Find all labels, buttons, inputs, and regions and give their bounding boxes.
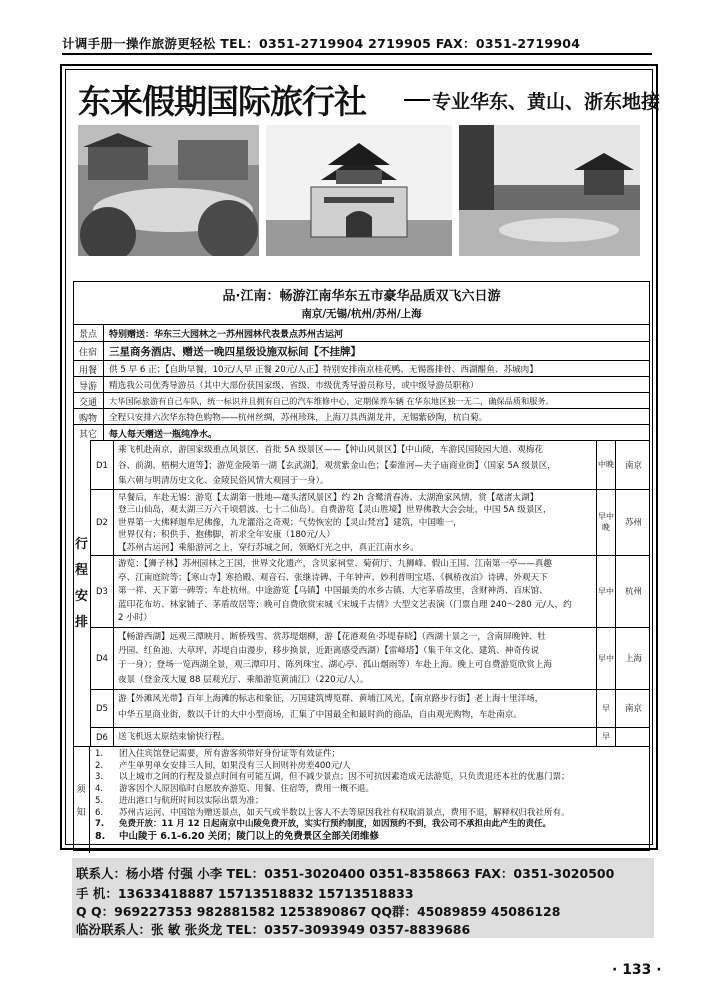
day-meals: 中晚 [596, 440, 616, 489]
note-item [95, 761, 646, 773]
day-line: 【苏州古运河】乘船游河之上，穿行苏城之间，领略灯光之中，真正江南水乡。 [118, 542, 419, 553]
day-line: 2 小时） [118, 613, 152, 623]
note-text: 苏州古运河、中国馆为赠送景点，如天气或半数以上客人不去等原因我社有权取消景点，费用不退，解释权归我社所有。 [119, 807, 570, 818]
day-line: 送飞机返太原结束愉快行程。 [118, 732, 230, 742]
notes-label [73, 747, 90, 853]
info-text: 特别赠送：华东三大园林之一苏州园林代表景点苏州古运河 [109, 330, 344, 340]
day-hotel: 苏州 [624, 518, 642, 528]
day-line: 第一祥、天下第一碑等；车赴杭州。中途游览【乌镇】中国最美的水乡古镇、大宅茅盾故里，含财神湾、百床馆、 [118, 586, 548, 596]
day-description [118, 558, 611, 626]
info-row [73, 408, 650, 425]
note-number: 4. [95, 784, 104, 795]
page-number: · 133 · [612, 962, 662, 978]
tour-route: 南京/无锡/杭州/苏州/上海 [301, 308, 422, 320]
day-row [91, 555, 650, 628]
day-line: 世界第一大佛释迦牟尼佛像，九龙灌浴之奇观；气势恢宏的【灵山梵宫】建筑，中国唯一， [118, 517, 462, 528]
note-text: 团入住宾馆登记需要，所有游客须带好身份证等有效证件； [119, 749, 341, 759]
day-number: D3 [91, 556, 114, 628]
note-number: 3. [95, 772, 104, 783]
info-row [73, 392, 650, 409]
note-text: 游客因个人原因临时自愿放弃游览、用餐、住宿等，费用一概不退。 [119, 784, 375, 795]
day-number: D5 [91, 690, 114, 728]
info-row [73, 360, 650, 377]
contact-line: 手 机：13633418887 15713518832 15713518833 [76, 886, 414, 901]
note-item [95, 796, 646, 808]
day-description [118, 443, 611, 490]
itinerary-label: 程 [74, 563, 88, 578]
note-item [95, 784, 646, 796]
note-number: 2. [95, 760, 104, 771]
agency-subtitle: 专业华东、黄山、浙东地接 [432, 91, 661, 113]
info-label: 导游 [73, 377, 104, 393]
day-number: D6 [91, 728, 114, 747]
note-item [95, 808, 646, 820]
info-text: 每人每天赠送一瓶纯净水。 [109, 429, 218, 440]
day-row [91, 627, 650, 690]
notes-label-char: 须 [76, 785, 86, 795]
info-row [73, 324, 650, 342]
day-hotel: 南京 [624, 460, 642, 471]
note-number: 8. [95, 830, 106, 842]
day-meals: 早 [596, 689, 616, 727]
day-line: 于一身）；登场一览西湖全景，观三潭印月、陈列珠宝、湖心亭、孤山烟雨等）车赴上海。晚上可自费游览欣赏上海 [118, 660, 552, 671]
info-label: 其它 [73, 425, 104, 441]
info-text: 精选我公司优秀导游员（其中大部份获国家级、省级、市级优秀导游员称号，或中级导游员职称） [109, 381, 479, 391]
itinerary-label: 安 [74, 589, 88, 604]
header-rule [62, 53, 652, 55]
day-line: 亭、江南庭院等；【寒山寺】寒拾殿、观音石、张继诗碑、千年钟声、妙利普明宝塔、《枫桥夜泊》诗碑、外观天下 [118, 572, 548, 583]
info-label: 景点 [73, 325, 104, 342]
contact-line: Q Q：969227353 982881582 1253890867 QQ群：45089859 45086128 [76, 904, 561, 919]
info-label: 购物 [73, 409, 104, 425]
info-text: 大华国际旅游有自己车队，统一标识并且拥有自己的汽车维修中心，定期保养车辆 在华东地区独一无二，确保品质和服务。 [109, 395, 554, 406]
contact-line: 临汾联系人：张 敏 张炎龙 TEL：0357-3093949 0357-8839686 [76, 922, 471, 937]
day-description [118, 692, 611, 723]
note-text: 以上城市之间的行程及景点时间有可能互调，但不减少景点；因不可抗因素造成无法游览，只负责退还本社的优惠门票； [119, 772, 570, 783]
day-hotel: 杭州 [624, 587, 642, 597]
info-text: 全程只安排六次华东特色购物——杭州丝绸，苏州珍珠，上海刀具西湖龙井，无锡紫砂陶，杭白菊。 [109, 413, 488, 423]
info-row [73, 341, 650, 361]
day-meals: 早中 [596, 627, 616, 689]
note-item [95, 831, 646, 843]
day-line: 登三山仙岛，观太湖三万六千顷碧波、七十二仙岛）。自费游览【灵山胜境】世界佛教大会会址，中国 5A 级景区， [118, 505, 552, 516]
day-number: D1 [91, 441, 114, 490]
day-line: 【畅游西湖】远观三潭映月、断桥残雪、赏苏堤烟柳，游【花港观鱼·苏堤春晓】（西湖十景之一，含南屏晚钟、牡 [118, 632, 547, 642]
info-text: 三星商务酒店、赠送一晚四星级设施双标间【不挂牌】 [109, 346, 361, 358]
itinerary-label: 行 [74, 537, 88, 552]
note-text: 中山陵于 6.1-6.20 关闭；陵门以上的免费景区全部关闭维修 [119, 830, 379, 842]
day-row [91, 489, 650, 556]
day-line: 游览：【狮子林】苏州园林之王国，世界文化遗产，含贝家祠堂、菊荷厅、九狮峰、假山王国、江南第一亭——真趣 [118, 559, 552, 569]
info-row [73, 424, 650, 441]
itinerary-label: 排 [74, 615, 88, 630]
note-text: 产生单男单女安排三人间，如果没有三人间则补房差400元/人 [119, 760, 351, 771]
notes-section [73, 746, 650, 853]
day-line: 中华五星商业街，数以千计的大中小型商场，汇集了中国最全和最时尚的商品，自由观光购物，车赴南京。 [118, 709, 522, 720]
day-number: D2 [91, 490, 114, 556]
day-line: 谷、前湖、梧桐大道等】；游览金陵第一湖【玄武湖】，观赏紫金山色；【秦淮河—夫子庙商业街】（国家 5A 级景区， [118, 460, 556, 471]
day-line: 丹园、红鱼池、大草坪，苏堤自由漫步，移步换景，近距离感受西湖）【雷峰塔】（集千年文化、建筑、神奇传说 [118, 646, 540, 657]
tour-title: 品·江南：畅游江南华东五市豪华品质双飞六日游 [222, 289, 501, 304]
contact-line: 联系人：杨小塔 付强 小李 TEL：0351-3020400 0351-8358663 FAX：0351-3020500 [76, 866, 615, 881]
agency-name: 东来假期国际旅行社 [78, 82, 366, 121]
note-number: 6. [95, 807, 104, 818]
day-meals: 早 [596, 727, 616, 746]
header-contact-line: 计调手册一操作旅游更轻松 TEL：0351-2719904 2719905 FAX：0351-2719904 [62, 36, 581, 51]
day-line: 蓝印花布坊、林家铺子、茅盾故居等；晚可自费欣赏宋城《宋城千古情》大型文艺表演（门票自理 240～280 元/人，约 [118, 599, 572, 610]
day-line: 世界仅有；积供手、抱佛脚，祈求全年安康（180元/人） [118, 530, 335, 541]
day-line: 乘飞机赴南京，游国家级重点风景区、首批 5A 级景区——【钟山风景区】【中山陵，车游民国陵园大道、观梅花 [118, 445, 544, 455]
day-number: D4 [91, 628, 114, 690]
day-line: 集六朝与明清历史文化、金陵民俗风情大观园于一身）。 [118, 476, 329, 486]
day-hotel: 南京 [624, 704, 642, 714]
day-description [118, 492, 611, 554]
note-number: 7. [95, 819, 105, 830]
note-text: 免费开放：11 月 12 日起南京中山陵免费开放，实实行预约制度，如因预约不到，我公司不承担由此产生的责任。 [119, 819, 552, 830]
photo-gate-tower [266, 125, 452, 256]
day-line: 游【外滩风光带】百年上海滩的标志和象征，万国建筑博览群、黄埔江风光，【南京路步行街】老上海十里洋场， [118, 694, 544, 704]
photo-garden-pond [78, 125, 259, 256]
note-number: 5. [95, 795, 104, 806]
day-line: 早餐后，车赴无锡：游览【太湖第一胜地—鼋头渚风景区】约 2h 含鹭清春涛、太湖渔家风情，赏【鼋渚太湖】 [118, 493, 539, 503]
info-label: 用餐 [73, 361, 104, 377]
notes-label-char: 知 [76, 808, 86, 818]
info-row [73, 376, 650, 393]
brand-dash [404, 99, 430, 101]
day-meals: 早中晚 [596, 489, 616, 555]
day-row [91, 440, 650, 490]
note-text: 进出港口与航班时间以实际出票为准； [119, 795, 264, 806]
day-meals: 早中 [596, 555, 616, 627]
note-item [95, 819, 646, 831]
note-item [95, 772, 646, 784]
note-number: 1. [95, 749, 104, 759]
day-hotel: 上海 [624, 654, 642, 664]
photo-lake-pavilion [459, 125, 640, 256]
note-item [95, 749, 646, 761]
info-label: 住宿 [73, 342, 104, 361]
day-line: 夜景（登金茂大厦 88 层观光厅、乘船游览黄浦江）（220元/人）。 [118, 674, 369, 685]
info-text: 供 5 早 6 正；【自助早餐，10元/人早 正餐 20元/人正】特别安排南京桂花鸭、无锡酱排骨、西湖醋鱼、苏城肉】 [109, 365, 538, 375]
day-row [91, 689, 650, 728]
notes-list [95, 749, 646, 843]
day-row [91, 727, 650, 747]
day-description [118, 630, 611, 687]
day-description [118, 730, 611, 746]
info-label: 交通 [73, 393, 104, 409]
